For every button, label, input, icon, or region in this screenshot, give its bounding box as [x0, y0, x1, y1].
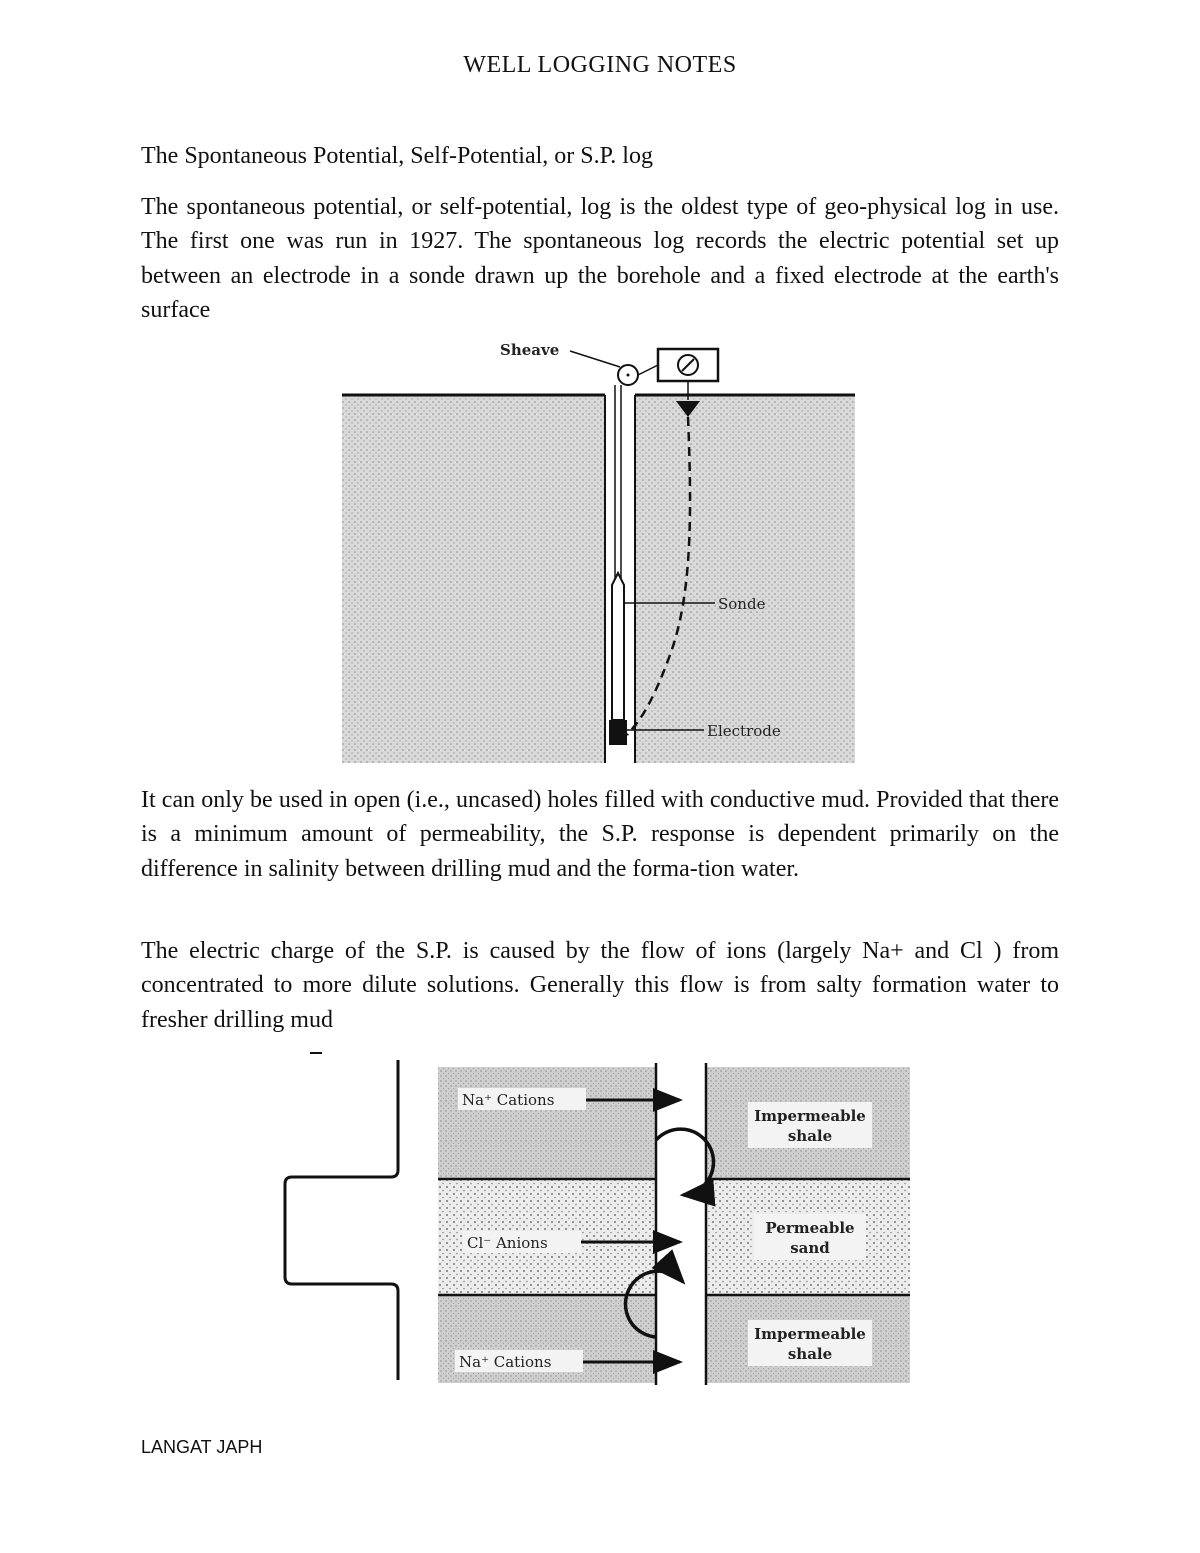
- page-footer-author: LANGAT JAPH: [141, 1437, 263, 1457]
- electrode-label: Electrode: [707, 722, 781, 740]
- paragraph-usage: It can only be used in open (i.e., uncased) holes filled with conductive mud. Provided that there is a minimum amount of permeability, the S.P. response is dependent primarily on the difference in salinity between drilling mud and the forma-tion water.: [141, 787, 1059, 882]
- shale-bottom-label-1: Impermeable: [754, 1325, 866, 1343]
- na-cations-top-label: Na⁺ Cations: [462, 1091, 555, 1109]
- downhole-electrode: [609, 720, 627, 745]
- sheave-label: Sheave: [500, 341, 560, 359]
- sp-borehole-svg: [330, 335, 870, 770]
- shale-top-label-2: shale: [787, 1127, 833, 1145]
- shale-top-label-1: Impermeable: [754, 1107, 866, 1125]
- cl-anions-label: Cl⁻ Anions: [467, 1234, 548, 1252]
- shale-bottom-label-2: shale: [787, 1345, 833, 1363]
- sonde-label: Sonde: [718, 595, 766, 613]
- ion-flow-diagram: [270, 1045, 930, 1390]
- section-title: The Spontaneous Potential, Self-Potential, or S.P. log: [141, 143, 653, 169]
- ion-flow-svg: [270, 1045, 930, 1390]
- paragraph-ion-flow: The electric charge of the S.P. is caused by the flow of ions (largely Na+ and Cl ) from concentrated to more dilute solutions. Generally this flow is from salty formation water to fresher drilling mud: [141, 938, 1059, 1033]
- page-header: WELL LOGGING NOTES: [463, 52, 737, 78]
- sp-curve: [285, 1060, 398, 1380]
- sp-borehole-diagram: [330, 335, 870, 770]
- formation-left: [342, 395, 605, 763]
- sand-label-1: Permeable: [765, 1219, 855, 1237]
- left-shale-top: [438, 1067, 656, 1179]
- sonde-body: [612, 573, 624, 720]
- sand-label-2: sand: [790, 1239, 830, 1257]
- sheave-pointer: [570, 351, 620, 367]
- paragraph-intro: The spontaneous potential, or self-potential, log is the oldest type of geo-physical log in use. The first one was run in 1927. The spontaneous log records the electric potential set up between an electrode in a sonde drawn up the borehole and a fixed electrode at the earth's surface: [141, 194, 1059, 323]
- na-cations-bottom-label: Na⁺ Cations: [459, 1353, 552, 1371]
- formation-right: [635, 395, 855, 763]
